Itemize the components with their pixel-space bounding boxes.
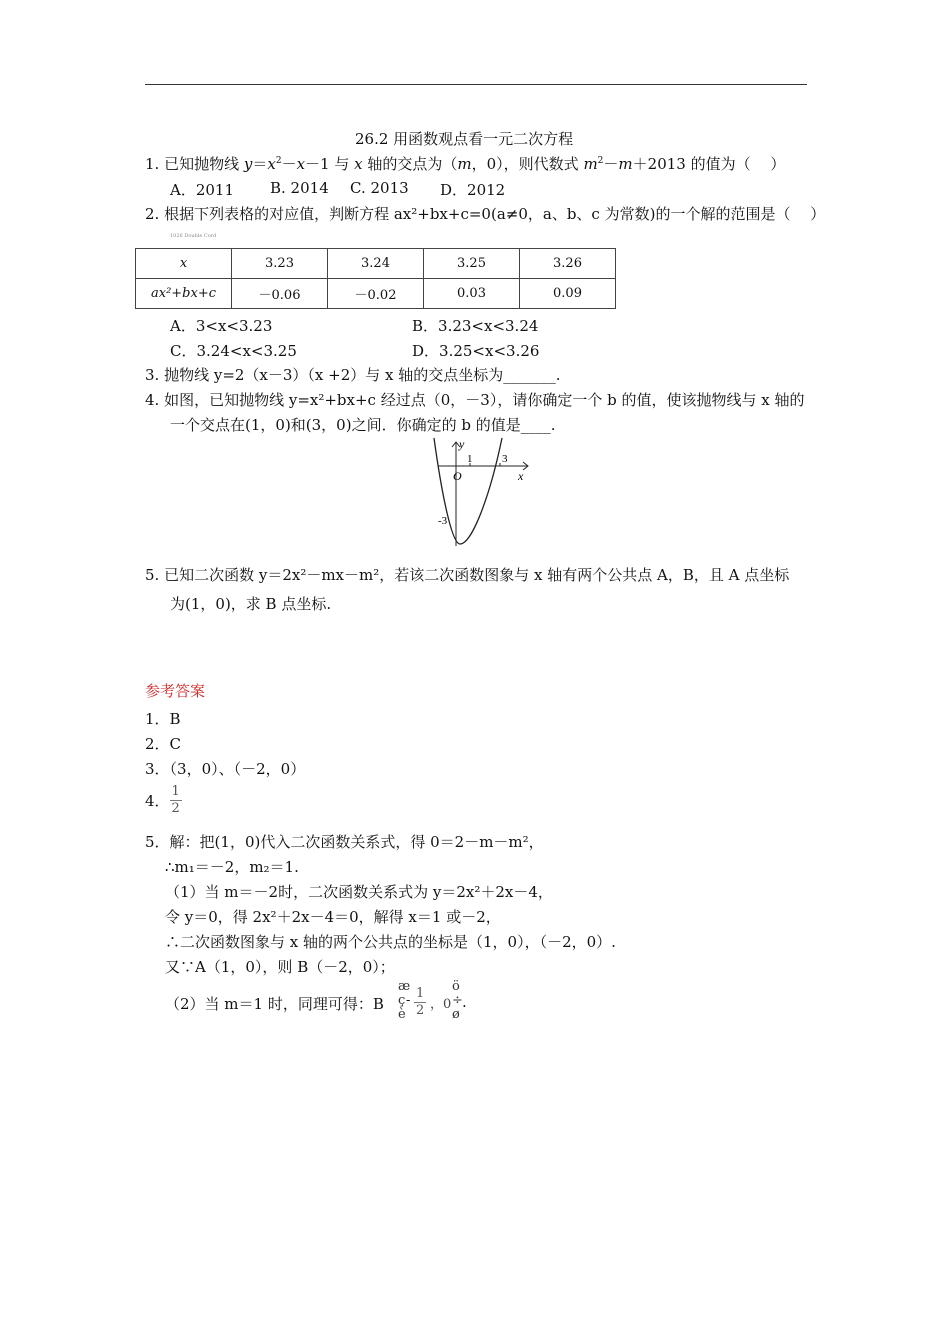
page-title: 26.2 用函数观点看一元二次方程 <box>355 130 574 148</box>
question-5-line-2: 为(1，0)，求 B 点坐标. <box>170 595 332 613</box>
table-cell: －0.02 <box>328 279 424 309</box>
table-row <box>136 279 616 309</box>
q1-option-c: C. 2013 <box>350 179 409 197</box>
question-4-line-1: 4. 如图，已知抛物线 y=x²+bx+c 经过点（0，－3），请你确定一个 b 的值，使该抛物线与 x 轴的 <box>145 391 805 409</box>
y-intercept-label: -3 <box>438 515 448 527</box>
table-cell: －0.06 <box>232 279 328 309</box>
q2-option-c: C．3.24<x<3.25 <box>170 342 297 360</box>
answer-5-line-6: 又∵A（1，0），则 B（－2，0）； <box>165 958 395 976</box>
q2-option-d: D．3.25<x<3.26 <box>412 342 540 360</box>
q1-option-b: B. 2014 <box>270 179 329 197</box>
answer-5-line-2: ∴m₁＝－2，m₂＝1. <box>165 858 299 876</box>
x-axis-label: x <box>518 469 524 483</box>
origin-label: O <box>453 469 462 483</box>
q1-option-a: A．2011 <box>170 181 235 199</box>
answer-5-line-7: （2）当 m＝1 时，同理可得：B <box>165 995 384 1013</box>
answer-2: 2．C <box>145 735 182 753</box>
question-2: 2. 根据下列表格的对应值，判断方程 ax²+bx+c=0(a≠0，a、b、c 为常数)的一个解的范围是（ ） <box>145 205 826 223</box>
table-cell: 3.25 <box>424 249 520 279</box>
value-table <box>135 248 616 309</box>
parabola-graph <box>420 436 532 548</box>
answer-5-end: . <box>462 993 467 1011</box>
tiny-note: 1026 Double Cord <box>170 233 217 239</box>
answer-5-comma-zero: ，0 <box>430 997 452 1012</box>
q2-option-b: B．3.23<x<3.24 <box>412 317 539 335</box>
tick-1-label: 1 <box>467 453 473 465</box>
answer-4: 4． $\frac{1}{2}$ <box>145 784 180 816</box>
table-cell: 0.09 <box>520 279 616 309</box>
question-3: 3. 抛物线 y=2（x－3）（x +2）与 x 轴的交点坐标为_______. <box>145 366 561 384</box>
answer-5-right-bracket: ö ÷ ø <box>452 979 463 1022</box>
table-cell: 0.03 <box>424 279 520 309</box>
table-cell: x <box>136 249 232 279</box>
table-cell: 3.26 <box>520 249 616 279</box>
header-rule <box>145 84 807 85</box>
answer-5-line-1: 5．解：把(1，0)代入二次函数关系式，得 0＝2－m－m²， <box>145 833 544 851</box>
answers-heading: 参考答案 <box>145 682 206 700</box>
answer-5-minus: - <box>406 993 411 1008</box>
answer-5-line-5: ∴二次函数图象与 x 轴的两个公共点的坐标是（1，0），（－2，0）. <box>165 933 616 951</box>
answer-4-fraction: $\frac{1}{2}$ <box>171 784 180 816</box>
table-cell: 3.24 <box>328 249 424 279</box>
answer-5-fraction: $\frac{1}{2}$ <box>416 986 425 1018</box>
table-cell: ax²+bx+c <box>136 279 232 309</box>
table-row <box>136 249 616 279</box>
question-1: 1. 已知抛物线 $y=x^2-x-1$ 与 x 轴的交点为（m，0），则代数式 $m^2-m+2013$ 的值为（ ） <box>145 155 786 173</box>
answer-3: 3．（3，0）、（－2，0） <box>145 760 306 778</box>
table-cell: 3.23 <box>232 249 328 279</box>
answer-5-line-4: 令 y＝0，得 2x²＋2x－4＝0，解得 x＝1 或－2， <box>165 908 501 926</box>
question-5-line-1: 5. 已知二次函数 y＝2x²－mx－m²，若该二次函数图象与 x 轴有两个公共点 A，B，且 A 点坐标 <box>145 566 790 584</box>
q1-option-d: D．2012 <box>440 181 506 199</box>
question-4-line-2: 一个交点在(1，0)和(3，0)之间．你确定的 b 的值是____. <box>170 416 556 434</box>
y-axis-label: y <box>459 437 465 451</box>
q2-option-a: A．3<x<3.23 <box>170 317 273 335</box>
answer-5-line-3: （1）当 m＝－2时，二次函数关系式为 y＝2x²＋2x－4， <box>165 883 553 901</box>
tick-3-label: 3 <box>502 453 508 465</box>
answer-1: 1．B <box>145 710 181 728</box>
answer-5-left-bracket: æ ç è <box>398 979 411 1022</box>
